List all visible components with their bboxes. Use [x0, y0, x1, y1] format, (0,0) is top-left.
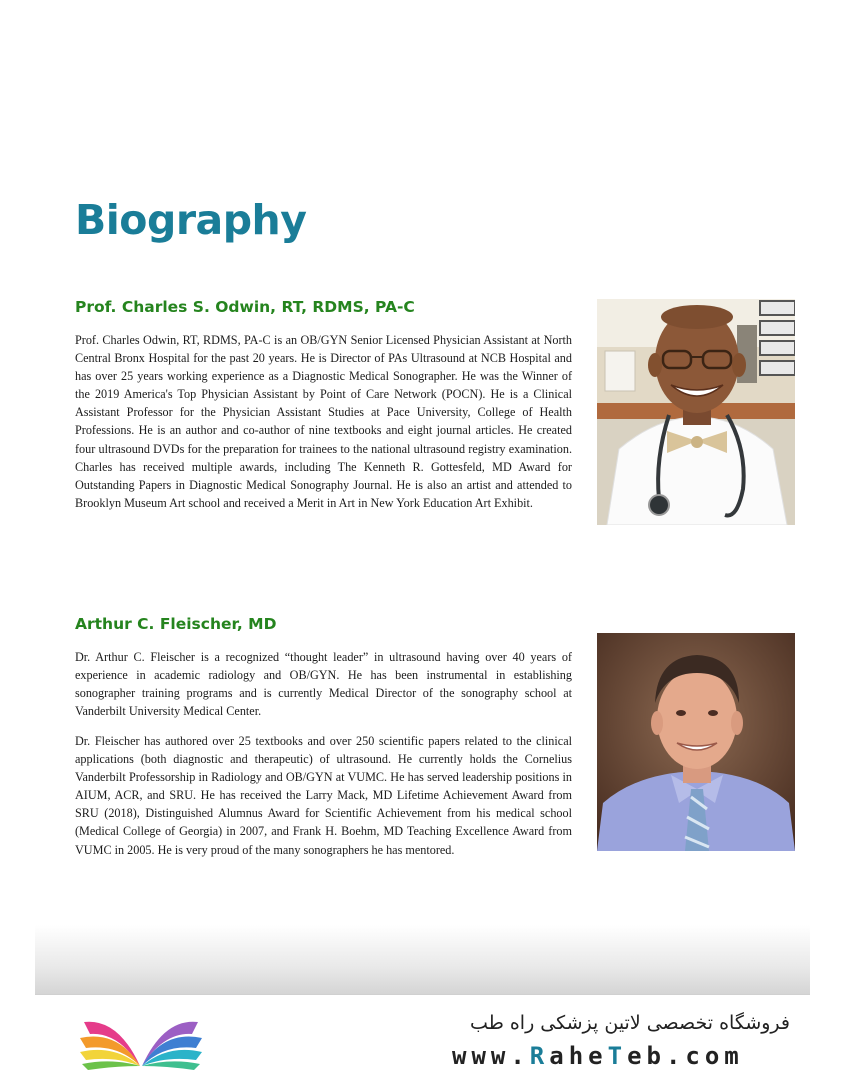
- page-title: Biography: [75, 196, 307, 244]
- bio-name-odwin: Prof. Charles S. Odwin, RT, RDMS, PA-C: [75, 298, 415, 316]
- footer-divider: [35, 994, 810, 995]
- url-suffix: eb.com: [627, 1042, 744, 1070]
- url-letter-t: T: [607, 1042, 628, 1070]
- footer-shade: [35, 925, 810, 995]
- url-prefix: www.: [452, 1042, 530, 1070]
- url-letter-r: R: [529, 1042, 550, 1070]
- url-mid: ahe: [549, 1042, 608, 1070]
- portrait-photo-odwin: [597, 299, 795, 525]
- bio-text-fleischer-2: Dr. Fleischer has authored over 25 textbooks and over 250 scientific papers related to the clinical applications (both diagnostic and therapeutic) of ultrasound. He currently holds the Cornelius Vanderbilt Professorship in Radiology and OB/GYN at VUMC. He has served leadership positions in AIUM, ACR, and SRU. He has received the Larry Mack, MD Lifetime Achievement Award from SRU (2018), Distinguished Alumnus Award for Scientific Achievement from his medical school (Medical College of Georgia) in 2007, and Frank H. Boehm, MD Teaching Excellence Award from VUMC in 2005. He is very proud of the many sonographers he has mentored.: [75, 734, 572, 857]
- open-book-logo-icon: [78, 1008, 204, 1079]
- shop-name: فروشگاه تخصصی لاتین پزشکی راه طب: [470, 1012, 790, 1034]
- portrait-photo-fleischer: [597, 633, 795, 851]
- bio-name-fleischer: Arthur C. Fleischer, MD: [75, 615, 277, 633]
- shop-url-link[interactable]: [452, 1042, 744, 1070]
- bio-text-odwin: Prof. Charles Odwin, RT, RDMS, PA-C is an OB/GYN Senior Licensed Physician Assistant at North Central Bronx Hospital for the past 20 years. He is Director of PAs Ultrasound at NCB Hospital and has over 25 years working experience as a Diagnostic Medical Sonographer. He was the Winner of the 2019 America's Top Physician Assistant by Point of Care Network (POCN). He is a Clinical Assistant Professor for the Physician Assistant Studies at Pace University, College of Health Professions. He is an author and co-author of nine textbooks and eight journal articles. He created four ultrasound DVDs for the preparation for trainees to the national ultrasound registry examination. Charles has received multiple awards, including The Kenneth R. Gottesfeld, MD Award for Outstanding Papers in Diagnostic Medical Sonography Journal. He is also an artist and attended to Brooklyn Museum Art school and received a Merit in Art in New York Education Art Exhibit.: [75, 333, 572, 510]
- bio-text-fleischer-1: Dr. Arthur C. Fleischer is a recognized “thought leader” in ultrasound having over 40 years of experience in academic radiology and OB/GYN. He has been instrumental in establishing sonographer training programs and is currently Medical Director of the sonography school at Vanderbilt University Medical Center.: [75, 650, 572, 719]
